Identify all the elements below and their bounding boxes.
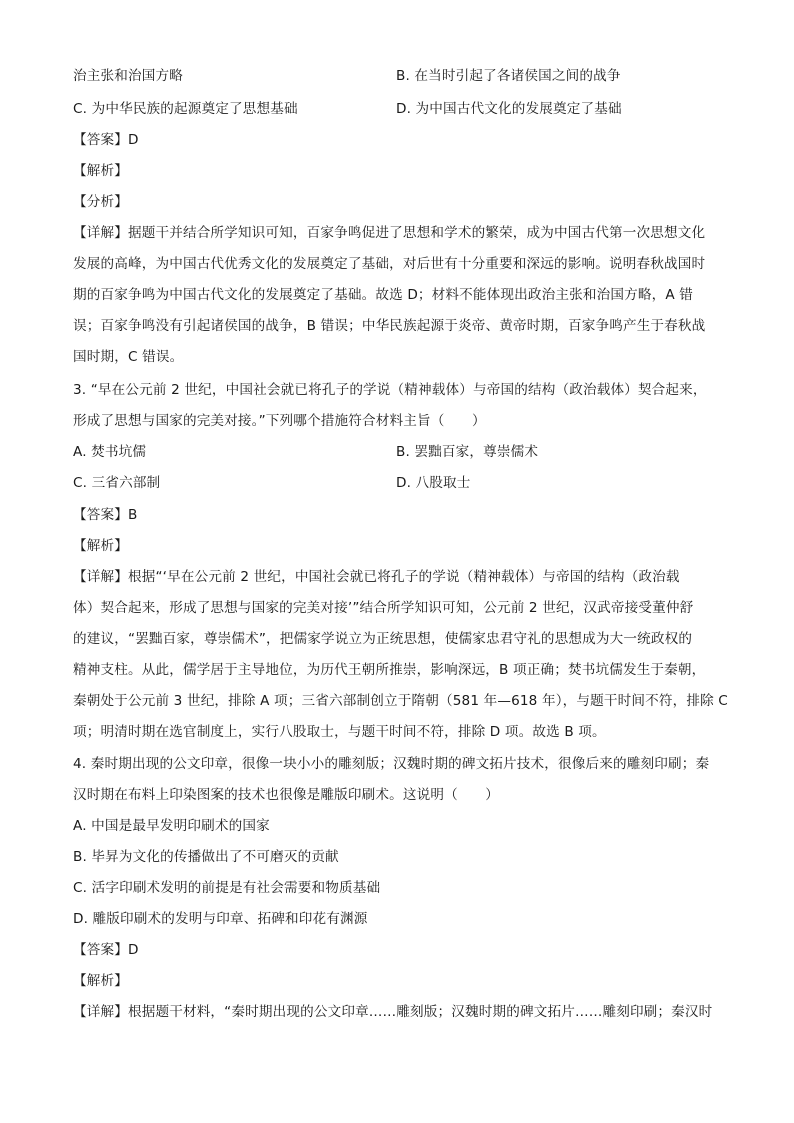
q3-stem-line: 3. “早在公元前 2 世纪，中国社会就已将孔子的学说（精神载体）与帝国的结构（政治载体）契合起来，	[73, 382, 707, 398]
q3-detail-line: 的建议，“罢黜百家，尊崇儒术”，把儒家学说立为正统思想，使儒家忠君守礼的思想成为大一统政权的	[73, 631, 693, 647]
q4-option-a: A. 中国是最早发明印刷术的国家	[73, 818, 270, 834]
q2-option-a-tail: 治主张和治国方略	[73, 68, 183, 84]
q4-stem-line: 4. 秦时期出现的公文印章，很像一块小小的雕刻版；汉魏时期的碑文拓片技术，很像后来的雕刻印刷；秦	[73, 756, 710, 772]
q3-answer: 【答案】B	[73, 507, 138, 523]
q2-answer: 【答案】D	[73, 132, 139, 148]
q4-option-b: B. 毕昇为文化的传播做出了不可磨灭的贡献	[73, 849, 339, 865]
q2-detail-line: 国时期，C 错误。	[73, 349, 184, 365]
q3-detail-line: 体）契合起来，形成了思想与国家的完美对接’”结合所学知识可知，公元前 2 世纪，汉武帝接受董仲舒	[73, 600, 694, 616]
q3-option-b: B. 罢黜百家，尊崇儒术	[396, 444, 539, 460]
q3-option-d: D. 八股取士	[396, 475, 471, 491]
q3-analysis-label: 【解析】	[73, 538, 128, 554]
q2-option-c: C. 为中华民族的起源奠定了思想基础	[73, 101, 298, 117]
q2-detail-line: 误；百家争鸣没有引起诸侯国的战争，B 错误；中华民族起源于炎帝、黄帝时期，百家争鸣产生于春秋战	[73, 318, 706, 334]
q4-option-c: C. 活字印刷术发明的前提是有社会需要和物质基础	[73, 880, 381, 896]
q4-option-d: D. 雕版印刷术的发明与印章、拓碑和印花有渊源	[73, 911, 368, 927]
q3-detail-line: 【详解】根据“‘早在公元前 2 世纪，中国社会就已将孔子的学说（精神载体）与帝国的结构（政治载	[73, 569, 680, 585]
q2-detail-line: 期的百家争鸣为中国古代文化的发展奠定了基础。故选 D；材料不能体现出政治主张和治国方略，A 错	[73, 287, 693, 303]
q2-detail-line: 【详解】据题干并结合所学知识可知，百家争鸣促进了思想和学术的繁荣，成为中国古代第一次思想文化	[73, 225, 706, 241]
q2-detail-line: 发展的高峰，为中国古代优秀文化的发展奠定了基础，对后世有十分重要和深远的影响。说明春秋战国时	[73, 256, 706, 272]
q3-option-c: C. 三省六部制	[73, 475, 161, 491]
q3-stem-line: 形成了思想与国家的完美对接。”下列哪个措施符合材料主旨（ ）	[73, 413, 486, 429]
q2-analysis-label: 【解析】	[73, 163, 128, 179]
q4-analysis-label: 【解析】	[73, 973, 128, 989]
q3-option-a: A. 焚书坑儒	[73, 444, 147, 460]
q3-detail-line: 项；明清时期在选官制度上，实行八股取士，与题干时间不符，排除 D 项。故选 B 项。	[73, 724, 606, 740]
q2-fenxi-label: 【分析】	[73, 194, 128, 210]
q2-option-d: D. 为中国古代文化的发展奠定了基础	[396, 101, 622, 117]
q3-detail-line: 精神支柱。从此，儒学居于主导地位，为历代王朝所推崇，影响深远，B 项正确；焚书坑儒发生于秦朝，	[73, 662, 706, 678]
q4-detail-line: 【详解】根据题干材料，“秦时期出现的公文印章……雕刻版；汉魏时期的碑文拓片……雕刻印刷；秦汉时	[73, 1004, 713, 1020]
q3-detail-line: 秦朝处于公元前 3 世纪，排除 A 项；三省六部制创立于隋朝（581 年—618 年），与题干时间不符，排除 C	[73, 693, 728, 709]
q4-answer: 【答案】D	[73, 942, 139, 958]
q2-option-b: B. 在当时引起了各诸侯国之间的战争	[396, 68, 621, 84]
q4-stem-line: 汉时期在布料上印染图案的技术也很像是雕版印刷术。这说明（ ）	[73, 787, 500, 803]
